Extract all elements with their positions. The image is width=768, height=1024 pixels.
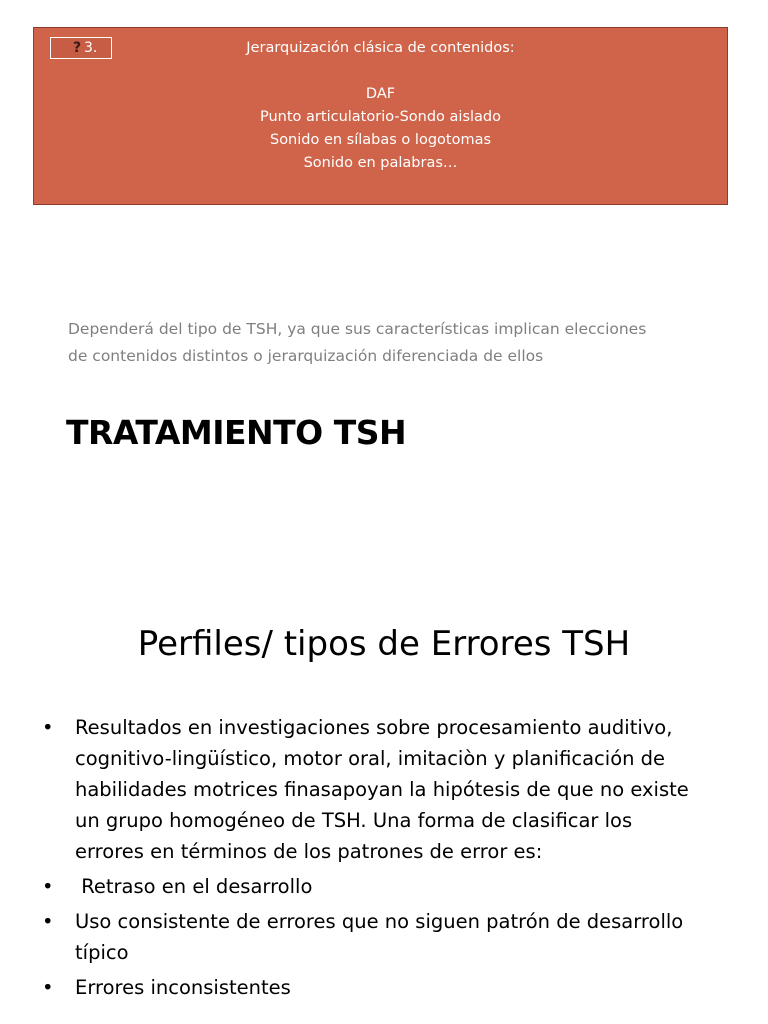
hierarchy-item: Sonido en palabras…: [303, 155, 458, 171]
slide-orange-box: [33, 27, 728, 205]
list-item-line: Resultados en investigaciones sobre procesamiento auditivo,: [75, 716, 673, 739]
question-icon: ?: [73, 40, 82, 56]
content-hierarchy-list: [34, 37, 727, 175]
bullet-icon: •: [42, 875, 54, 898]
list-item-line: Retraso en el desarrollo: [75, 875, 313, 898]
treatment-description: [68, 316, 748, 370]
bullet-icon: •: [42, 976, 54, 999]
hierarchy-item: DAF: [365, 86, 396, 102]
description-line: de contenidos distintos o jerarquización diferenciada de ellos: [68, 347, 544, 365]
blank-line: [34, 60, 727, 83]
list-item-line: Errores inconsistentes: [75, 976, 291, 999]
list-item-line: habilidades motrices finasapoyan la hipótesis de que no existe: [75, 778, 689, 801]
treatment-title: TRATAMIENTO TSH: [66, 413, 407, 452]
profiles-title: Perfiles/ tipos de Errores TSH: [137, 624, 631, 664]
slide-number: 3.: [84, 40, 98, 56]
description-line: Dependerá del tipo de TSH, ya que sus características implican elecciones: [68, 320, 647, 338]
hierarchy-item: Punto articulatorio-Sondo aislado: [260, 109, 501, 125]
list-item-line: típico: [75, 941, 129, 964]
list-item: [42, 712, 742, 867]
list-item: [42, 871, 742, 902]
hierarchy-item: Sonido en sílabas o logotomas: [269, 132, 492, 148]
list-item-line: un grupo homogéneo de TSH. Una forma de clasificar los: [75, 809, 633, 832]
bullet-icon: •: [42, 716, 54, 739]
list-item-line: Uso consistente de errores que no siguen patrón de desarrollo: [75, 910, 684, 933]
error-profiles-list: [42, 712, 742, 1007]
list-item: [42, 906, 742, 968]
list-item-line: cognitivo-lingüístico, motor oral, imitaciòn y planificación de: [75, 747, 666, 770]
list-item: [42, 972, 742, 1003]
bullet-icon: •: [42, 910, 54, 933]
list-item-line: errores en términos de los patrones de error es:: [75, 840, 543, 863]
hierarchy-heading: Jerarquización clásica de contenidos:: [246, 40, 515, 56]
